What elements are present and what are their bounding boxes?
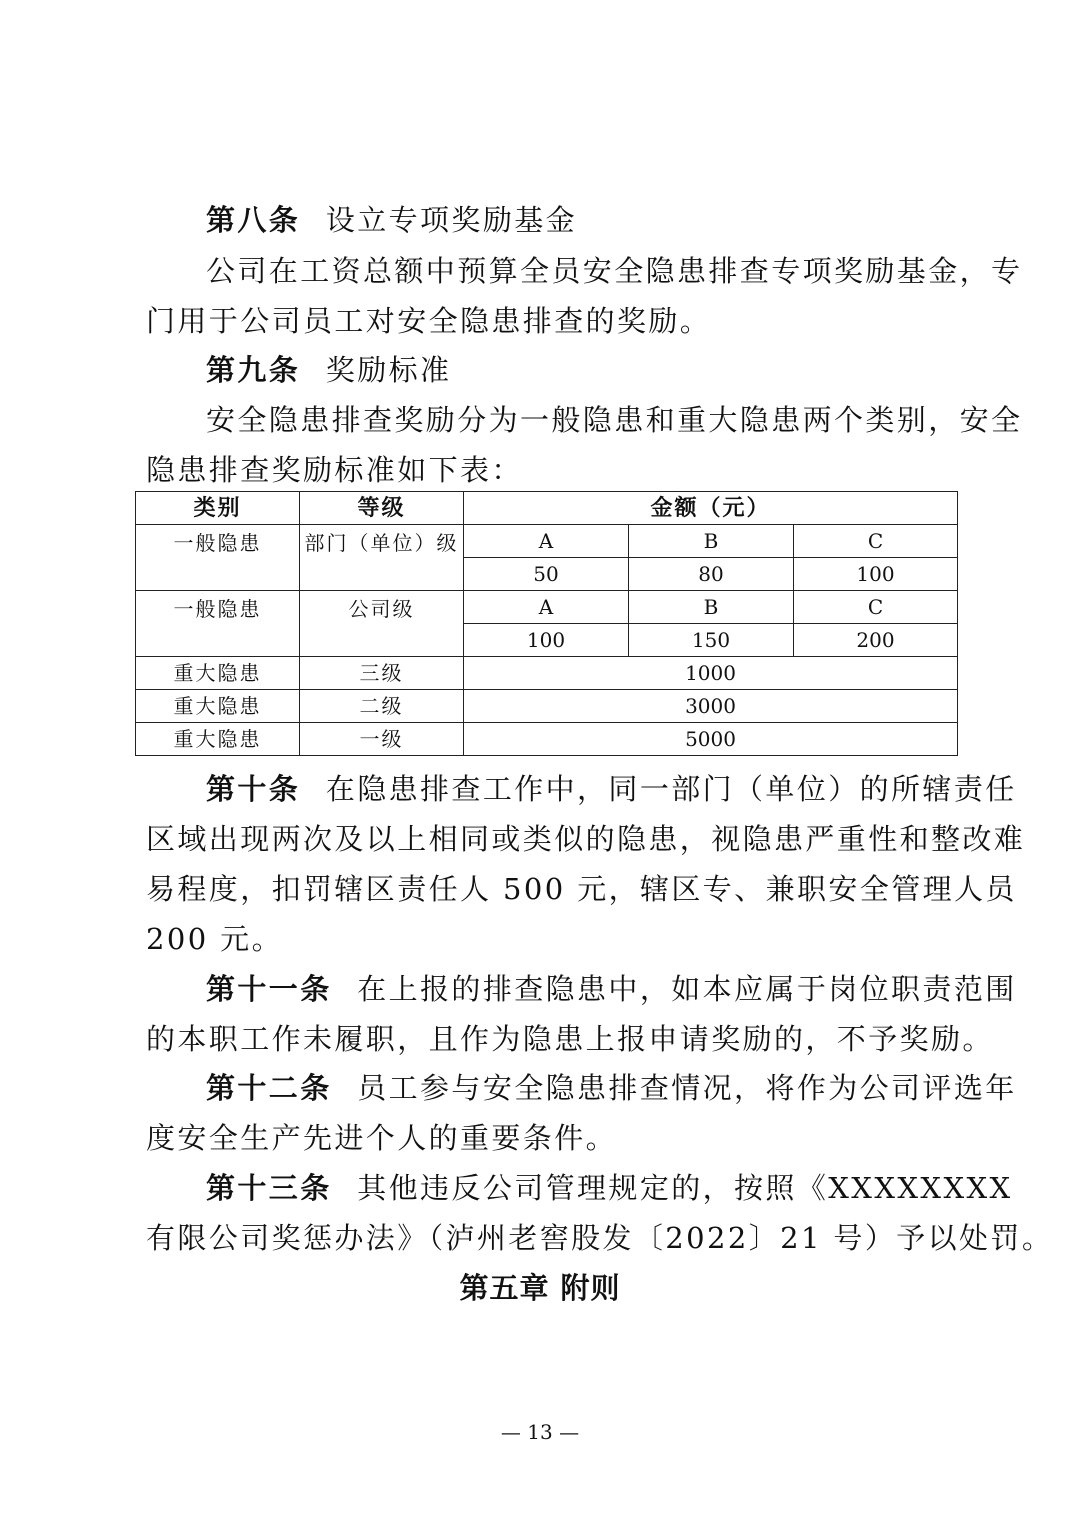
- article-11-text-1: 在上报的排查隐患中，如本应属于岗位职责范围: [357, 972, 1017, 1006]
- row2-grade-b: B: [629, 591, 794, 624]
- row4-category: 重大隐患: [136, 690, 300, 723]
- article-11-title: 第十一条: [206, 972, 332, 1006]
- row2-amount-c: 200: [794, 624, 958, 657]
- row2-grade-c: C: [794, 591, 958, 624]
- award-standard-table: [135, 491, 958, 756]
- article-13-title: 第十三条: [206, 1171, 332, 1205]
- article-13-line-1: [206, 1168, 1013, 1208]
- article-10-line-2: 区域出现两次及以上相同或类似的隐患，视隐患严重性和整改难: [146, 822, 1026, 856]
- row4-amount: 3000: [464, 690, 958, 723]
- article-8-heading-text: 设立专项奖励基金: [325, 203, 578, 237]
- table-row: [136, 657, 958, 690]
- article-8-heading: [206, 200, 946, 240]
- row1-amount-c: 100: [794, 558, 958, 591]
- row1-amount-b: 80: [629, 558, 794, 591]
- article-9-line-2: 隐患排查奖励标准如下表：: [146, 453, 523, 487]
- row1-grade-a: A: [464, 525, 629, 558]
- header-category: 类别: [136, 492, 300, 525]
- table-row: [136, 525, 958, 558]
- article-10-line-1: [206, 769, 1017, 809]
- row5-amount: 5000: [464, 723, 958, 756]
- row2-amount-b: 150: [629, 624, 794, 657]
- row3-level: 三级: [300, 657, 464, 690]
- table-row: [136, 723, 958, 756]
- article-13-line-2: 有限公司奖惩办法》（泸州老窖股发〔2022〕21 号）予以处罚。: [146, 1221, 1054, 1255]
- header-amount: 金额（元）: [464, 492, 958, 525]
- row1-level: 部门（单位）级: [300, 525, 464, 591]
- row1-amount-a: 50: [464, 558, 629, 591]
- row1-grade-b: B: [629, 525, 794, 558]
- article-9-line-1: 安全隐患排查奖励分为一般隐患和重大隐患两个类别，安全: [206, 403, 1023, 437]
- table-header-row: [136, 492, 958, 525]
- header-level: 等级: [300, 492, 464, 525]
- article-12-line-2: 度安全生产先进个人的重要条件。: [146, 1121, 618, 1155]
- row4-level: 二级: [300, 690, 464, 723]
- article-9-heading: [206, 350, 946, 390]
- page-number: — 13 —: [500, 1420, 580, 1444]
- article-8-line-2: 门用于公司员工对安全隐患排查的奖励。: [146, 304, 712, 338]
- article-11-line-1: [206, 969, 1017, 1009]
- article-10-text-1: 在隐患排查工作中，同一部门（单位）的所辖责任: [325, 772, 1017, 806]
- article-10-line-4: 200 元。: [146, 922, 283, 956]
- row3-category: 重大隐患: [136, 657, 300, 690]
- article-9-title: 第九条: [206, 353, 301, 387]
- table-row: [136, 690, 958, 723]
- table-row: [136, 591, 958, 624]
- article-12-text-1: 员工参与安全隐患排查情况，将作为公司评选年: [357, 1071, 1017, 1105]
- article-11-line-2: 的本职工作未履职，且作为隐患上报申请奖励的，不予奖励。: [146, 1022, 994, 1056]
- row1-grade-c: C: [794, 525, 958, 558]
- row1-category: 一般隐患: [136, 525, 300, 591]
- article-10-line-3: 易程度，扣罚辖区责任人 500 元，辖区专、兼职安全管理人员: [146, 872, 1017, 906]
- row5-category: 重大隐患: [136, 723, 300, 756]
- row2-grade-a: A: [464, 591, 629, 624]
- article-13-text-1: 其他违反公司管理规定的，按照《XXXXXXXX: [357, 1171, 1013, 1205]
- row3-amount: 1000: [464, 657, 958, 690]
- article-12-title: 第十二条: [206, 1071, 332, 1105]
- article-8-line-1: 公司在工资总额中预算全员安全隐患排查专项奖励基金，专: [206, 254, 1023, 288]
- article-12-line-1: [206, 1068, 1017, 1108]
- article-10-title: 第十条: [206, 772, 301, 806]
- row2-category: 一般隐患: [136, 591, 300, 657]
- chapter-heading: 第五章 附则: [459, 1271, 621, 1305]
- row2-level: 公司级: [300, 591, 464, 657]
- article-9-heading-text: 奖励标准: [325, 353, 452, 387]
- row2-amount-a: 100: [464, 624, 629, 657]
- article-8-title: 第八条: [206, 203, 301, 237]
- row5-level: 一级: [300, 723, 464, 756]
